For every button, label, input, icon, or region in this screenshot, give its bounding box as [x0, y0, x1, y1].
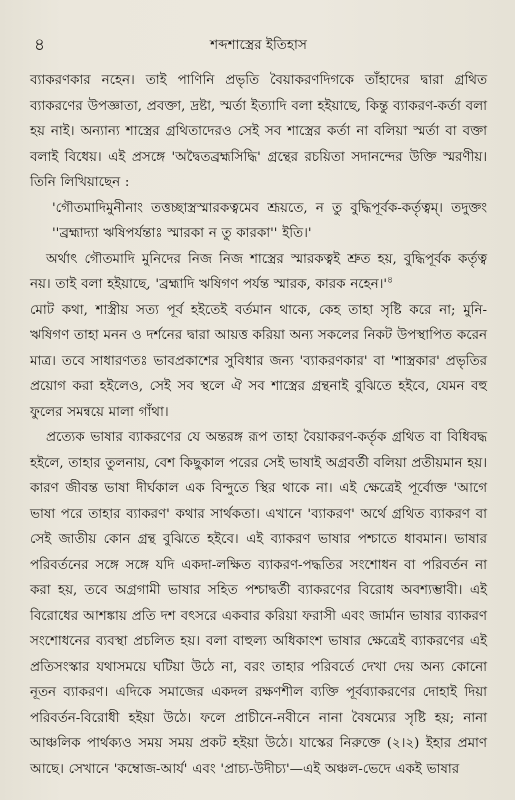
paragraph-4: প্রত্যেক ভাষার ব্যাকরণের যে অন্তরঙ্গ রূপ তাহা বৈয়াকরণ-কর্তৃক গ্রথিত বা বিধিবদ্ধ হইলে, তাহার তুলনায়, বেশ কিছুকাল পরের সেই ভাষাই অগ্রবর্তী বলিয়া প্রতীয়মান হয়। কারণ জীবন্ত ভাষা দীর্ঘকাল এক বিন্দুতে স্থির থাকে না। এই ক্ষেত্রেই পূর্বোক্ত 'আগে ভাষা পরে তাহার ব্যাকরণ' কথার সার্থকতা। এখানে 'ব্যাকরণ' অর্থে গ্রথিত ব্যাকরণ বা সেই জাতীয় কোন গ্রন্থ বুঝিতে হইবে। এই ব্যাকরণ ভাষার পশ্চাতে ধাবমান। ভাষার পরিবর্তনের সঙ্গে সঙ্গে যদি একদা-লক্ষিত ব্যাকরণ-পদ্ধতির সংশোধন বা পরিবর্তন না করা হয়, তবে অগ্রগামী ভাষার সহিত পশ্চাদ্বর্তী ব্যাকরণের বিরোধ অবশ্যম্ভাবী। এই বিরোধের আশঙ্কায় প্রতি দশ বৎসরে একবার করিয়া ফরাসী এবং জার্মান ভাষার ব্যাকরণ সংশোধনের ব্যবস্থা প্রচলিত হয়। বলা বাহুল্য অধিকাংশ ভাষার ক্ষেত্রেই ব্যাকরণের এই প্রতিসংস্কার যথাসময়ে ঘটিয়া উঠে না, বরং তাহার পরিবর্তে দেখা দেয় অন্য কোনো নূতন ব্যাকরণ। এদিকে সমাজের একদল রক্ষণশীল ব্যক্তি পূর্বব্যাকরণের দোহাই দিয়া পরিবর্তন-বিরোধী হইয়া উঠে। ফলে প্রাচীনে-নবীনে নানা বৈষম্যের সৃষ্টি হয়; নানা আঞ্চলিক পার্থক্যও সময় সময় প্রকট হইয়া উঠে। যাস্কের নিরুক্তে (২।২) ইহার প্রমাণ আছে। সেখানে 'কম্বোজ-আর্য' এবং 'প্রাচ্য-উদীচ্য'—এই অঞ্চল-ভেদে একই ভাষার: [30, 430, 487, 777]
page-header: [30, 32, 487, 58]
paragraph-2-text: অর্থাৎ গৌতমাদি মুনিদের নিজ নিজ শাস্ত্রের স্মারকত্বই শ্রুত হয়, বুদ্ধিপূর্বক কর্তৃত্ব নয়। তাই বলা হইয়াছে, 'ব্রহ্মাদি ঋষিগণ পর্যন্ত স্মারক, কারক নহেন।': [30, 251, 487, 292]
running-title: শব্দশাস্ত্রের ইতিহাস: [210, 37, 307, 53]
body-text: [30, 68, 487, 782]
footnote-marker: ৪: [387, 275, 393, 286]
paragraph-3: মোট কথা, শাস্ত্রীয় সত্য পূর্ব হইতেই বর্তমান থাকে, কেহ তাহা সৃষ্টি করে না; মুনি-ঋষিগণ তাহা মনন ও দর্শনের দ্বারা আয়ত্ত করিয়া অন্য সকলের নিকট উপস্থাপিত করেন মাত্র। তবে সাধারণতঃ ভাবপ্রকাশের সুবিধার জন্য 'ব্যাকরণকার' বা 'শাস্ত্রকার' প্রভৃতির প্রয়োগ করা হইলেও, সেই সব স্থলে ঐ সব শাস্ত্রের গ্রন্থনাই বুঝিতে হইবে, যেমন বহু ফুলের সমন্বয়ে মালা গাঁথা।: [30, 302, 487, 420]
paragraph-1: ব্যাকরণকার নহেন। তাই পাণিনি প্রভৃতি বৈয়াকরণদিগকে তাঁহাদের দ্বারা গ্রথিত ব্যাকরণের উপজ্ঞাতা, প্রবক্তা, দ্রষ্টা, স্মর্তা ইত্যাদি বলা হইয়াছে, কিন্তু ব্যাকরণ-কর্তা বলা হয় নাই। অন্যান্য শাস্ত্রের গ্রথিতাদেরও সেই সব শাস্ত্রের কর্তা না বলিয়া স্মর্তা বা বক্তা বলাই বিধেয়। এই প্রসঙ্গে 'অদ্বৈতব্রহ্মসিদ্ধি' গ্রন্থের রচয়িতা সদানন্দের উক্তি স্মরণীয়। তিনি লিখিয়াছেন :: [30, 73, 487, 190]
sanskrit-quote: 'গৌতমাদিমুনীনাং তত্তচ্ছাস্ত্রস্মারকত্বমেব শ্রূয়তে, ন তু বুদ্ধিপূর্বক-কর্তৃত্বম্। তদুক্তং ''ব্রহ্মাদ্যা ঋষিপর্যন্তাঃ স্মারকা ন তু কারকা'' ইতি।': [52, 200, 487, 241]
paragraph-2: [30, 247, 487, 298]
page-number: ৪: [34, 35, 46, 55]
